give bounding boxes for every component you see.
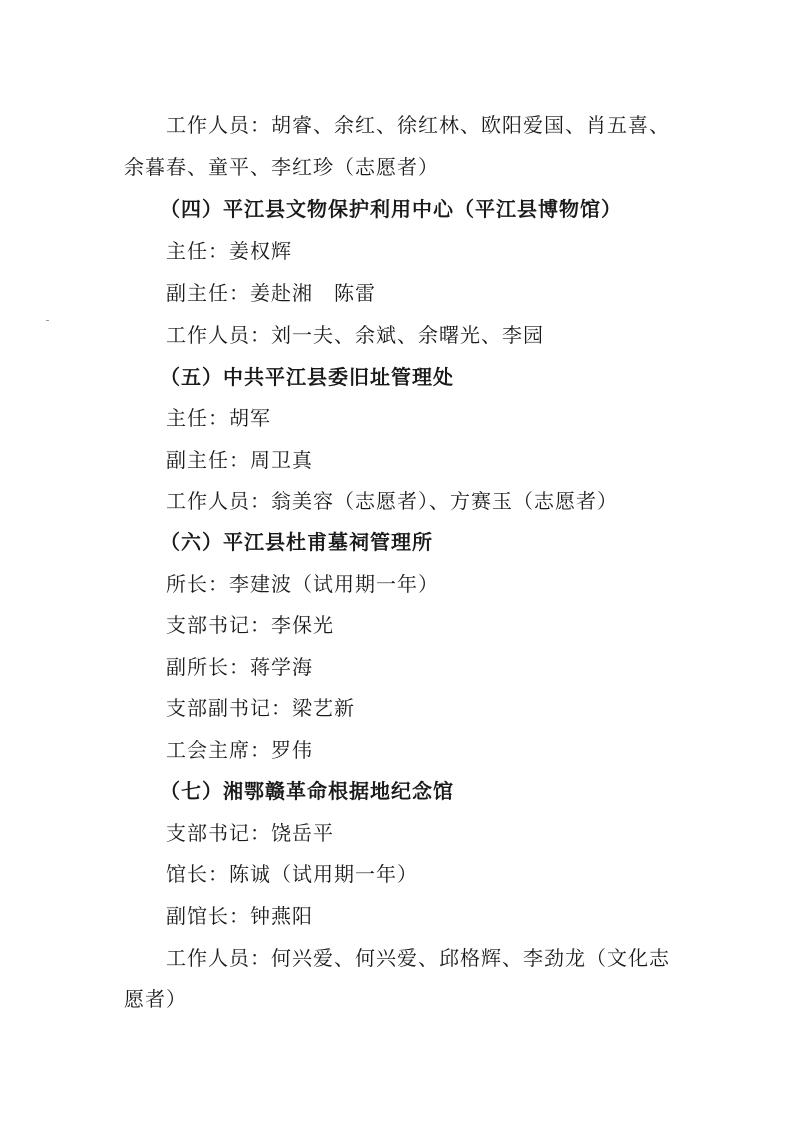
- text-line: 所长：李建波（试用期一年）: [166, 572, 439, 596]
- text-line: 工作人员：翁美容（志愿者）、方赛玉（志愿者）: [166, 489, 618, 513]
- section-heading-5: （五）中共平江县委旧址管理处: [160, 365, 454, 389]
- section-heading-4: （四）平江县文物保护利用中心（平江县博物馆）: [160, 197, 622, 221]
- text-line: 主任：胡军: [166, 406, 271, 430]
- text-line: 副主任：姜赴湘 陈雷: [166, 281, 376, 305]
- section-heading-6: （六）平江县杜甫墓祠管理所: [160, 530, 433, 554]
- section-heading-7: （七）湘鄂赣革命根据地纪念馆: [160, 779, 454, 803]
- text-line: 工作人员：胡睿、余红、徐红林、欧阳爱国、肖五喜、: [166, 113, 670, 137]
- text-line: 支部副书记：梁艺新: [166, 696, 355, 720]
- text-line: 余暮春、童平、李红珍（志愿者）: [124, 155, 439, 179]
- text-line: 工会主席：罗伟: [166, 738, 313, 762]
- text-line: 副馆长：钟燕阳: [166, 904, 313, 928]
- text-line: 主任：姜权辉: [166, 239, 292, 263]
- text-line: 支部书记：饶岳平: [166, 821, 334, 845]
- text-line: 工作人员：何兴爱、何兴爱、邱格辉、李劲龙（文化志: [166, 946, 670, 970]
- text-line: 副所长：蒋学海: [166, 655, 313, 679]
- scan-mark: [46, 320, 49, 321]
- text-line: 工作人员：刘一夫、余斌、余曙光、李园: [166, 323, 544, 347]
- text-line: 副主任：周卫真: [166, 448, 313, 472]
- text-line: 愿者）: [124, 987, 187, 1011]
- text-line: 馆长：陈诚（试用期一年）: [166, 862, 418, 886]
- text-line: 支部书记：李保光: [166, 613, 334, 637]
